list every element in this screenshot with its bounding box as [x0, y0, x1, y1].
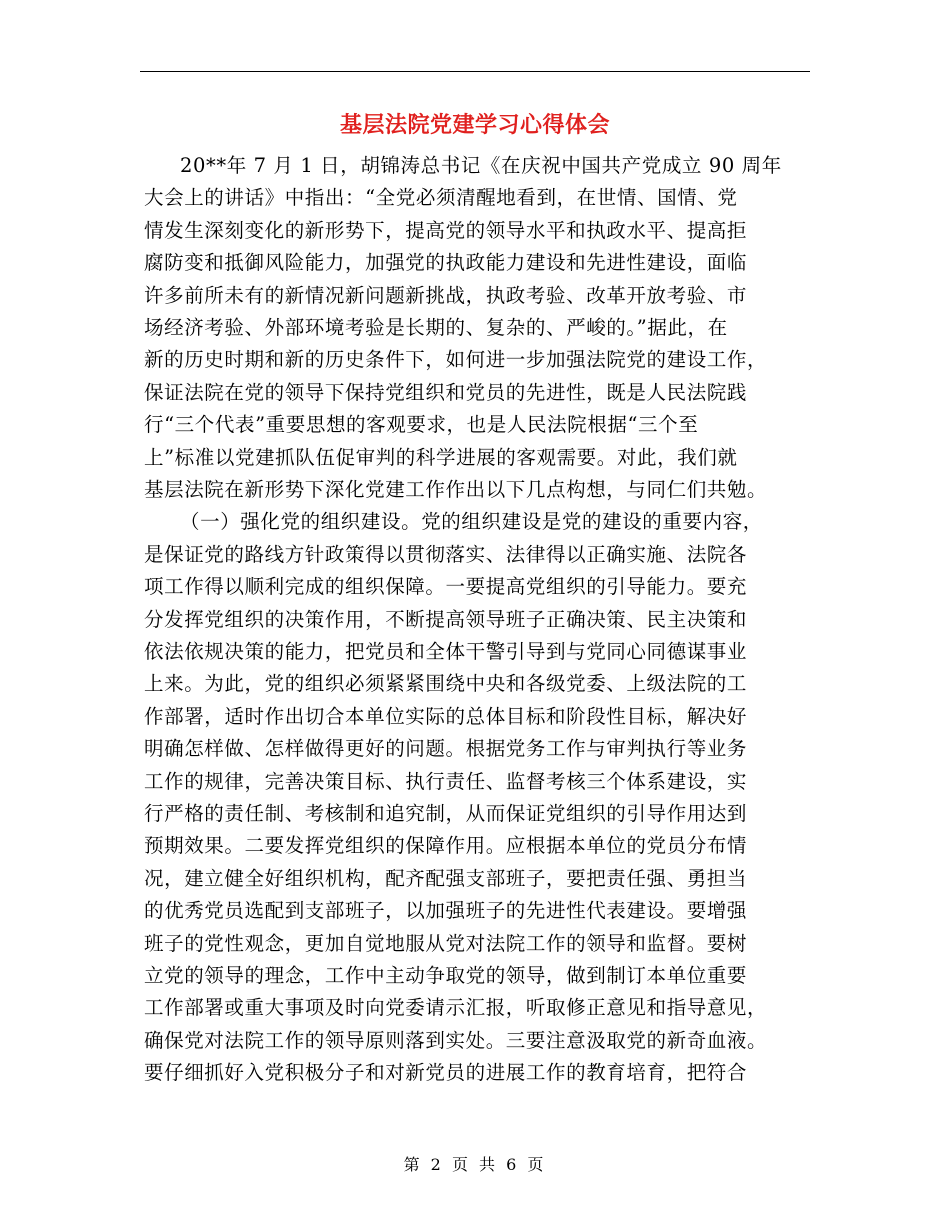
text-line: 况，建立健全好组织机构，配齐配强支部班子，要把责任强、勇担当 — [144, 866, 748, 890]
text-line: 保证法院在党的领导下保持党组织和党员的先进性，既是人民法院践 — [144, 380, 748, 404]
text-line: 20**年 7 月 1 日，胡锦涛总书记《在庆祝中国共产党成立 90 周年 — [180, 154, 782, 177]
text-line: 班子的党性观念，更加自觉地服从党对法院工作的领导和监督。要树 — [144, 931, 748, 955]
text-line: 新的历史时期和新的历史条件下，如何进一步加强法院党的建设工作， — [144, 348, 768, 372]
text-line: 要仔细抓好入党积极分子和对新党员的进展工作的教育培育，把符合 — [144, 1061, 748, 1085]
text-line: 工作部署或重大事项及时向党委请示汇报，听取修正意见和指导意见， — [144, 996, 768, 1020]
text-line: 上来。为此，党的组织必须紧紧围绕中央和各级党委、上级法院的工 — [144, 672, 748, 696]
text-line: 情发生深刻变化的新形势下，提高党的领导水平和执政水平、提高拒 — [144, 218, 748, 242]
text-line: 行“三个代表”重要思想的客观要求，也是人民法院根据“三个至 — [144, 413, 699, 437]
text-line: 上”标准以党建抓队伍促审判的科学进展的客观需要。对此，我们就 — [144, 445, 738, 469]
text-line: 许多前所未有的新情况新问题新挑战，执政考验、改革开放考验、市 — [144, 283, 748, 307]
text-line: 确保党对法院工作的领导原则落到实处。三要注意汲取党的新奇血液。 — [144, 1028, 768, 1052]
text-line: 基层法院在新形势下深化党建工作作出以下几点构想，与同仁们共勉。 — [144, 478, 768, 501]
text-line: 预期效果。二要发挥党组织的保障作用。应根据本单位的党员分布情 — [144, 834, 748, 858]
text-line: 大会上的讲话》中指出：“全党必须清醒地看到，在世情、国情、党 — [144, 186, 738, 210]
text-line: 分发挥党组织的决策作用，不断提高领导班子正确决策、民主决策和 — [144, 607, 748, 631]
text-line: 立党的领导的理念，工作中主动争取党的领导，做到制订本单位重要 — [144, 964, 748, 987]
text-line: 明确怎样做、怎样做得更好的问题。根据党务工作与审判执行等业务 — [144, 737, 748, 761]
page-number-footer: 第 2 页 共 6 页 — [403, 1155, 547, 1174]
text-line: 场经济考验、外部环境考验是长期的、复杂的、严峻的。”据此，在 — [144, 316, 728, 339]
text-line: 腐防变和抵御风险能力，加强党的执政能力建设和先进性建设，面临 — [144, 251, 748, 275]
text-line: 是保证党的路线方针政策得以贯彻落实、法律得以正确实施、法院各 — [144, 542, 748, 566]
text-line: （一）强化党的组织建设。党的组织建设是党的建设的重要内容， — [180, 510, 763, 534]
document-title: 基层法院党建学习心得体会 — [339, 112, 610, 138]
text-line: 依法依规决策的能力，把党员和全体干警引导到与党同心同德谋事业 — [144, 640, 748, 663]
text-line: 工作的规律，完善决策目标、执行责任、监督考核三个体系建设，实 — [144, 769, 748, 793]
text-line: 作部署，适时作出切合本单位实际的总体目标和阶段性目标，解决好 — [144, 704, 748, 728]
text-line: 的优秀党员选配到支部班子，以加强班子的先进性代表建设。要增强 — [144, 899, 748, 923]
text-line: 项工作得以顺利完成的组织保障。一要提高党组织的引导能力。要充 — [144, 575, 748, 599]
text-line: 行严格的责任制、考核制和追究制，从而保证党组织的引导作用达到 — [144, 802, 748, 825]
header-rule — [140, 71, 810, 72]
